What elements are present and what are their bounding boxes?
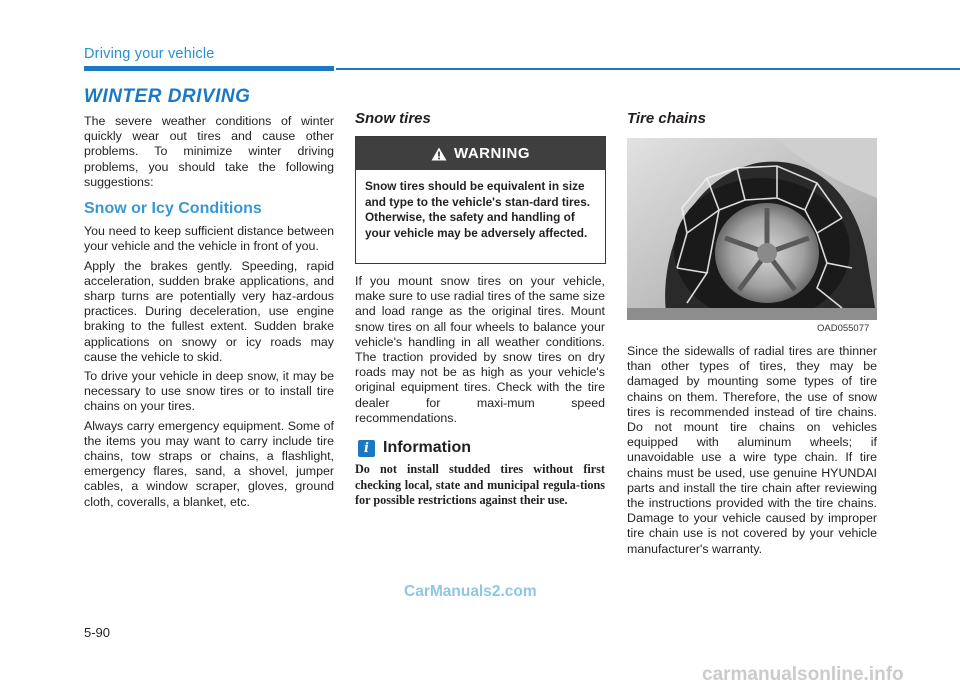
warning-text: Snow tires should be equivalent in size and type to the vehicle's stan-dard tires. Otherwise, the safety and handling of your vehicle may be adversely affected.: [365, 179, 591, 240]
snow-tires-heading: Snow tires: [355, 110, 431, 127]
paragraph: To drive your vehicle in deep snow, it may be necessary to use snow tires or to install tire chains on your tires.: [84, 369, 334, 414]
header-title: Driving your vehicle: [84, 46, 215, 62]
watermark-top: CarManuals2.com: [404, 583, 537, 600]
warning-box: [355, 136, 606, 264]
page-number: 5-90: [84, 625, 111, 640]
paragraph: You need to keep sufficient distance between your vehicle and the vehicle in front of you.: [84, 224, 334, 254]
tire-chains-paragraph: Since the sidewalls of radial tires are thinner than other types of tires, they may be damaged by mounting some types of tire chains on them. Therefore, the use of snow tires is recommended instead of tire chains. Do not mount tire chains on vehicles equipped with aluminum wheels; if unavoidable use a wire type chain. If tire chains must be used, use genuine HYUNDAI parts and install the tire chain after reviewing the instructions provided with the tire chains. Damage to your vehicle caused by improper tire chain use is not covered by your vehicle manufacturer's warranty.: [627, 344, 877, 556]
column-tire-chains: [627, 344, 877, 561]
tire-chain-photo: [627, 138, 877, 320]
warning-label: WARNING: [454, 145, 530, 162]
snow-tires-paragraph: If you mount snow tires on your vehicle, make sure to use radial tires of the same size and load range as the original tires. Mount snow tires on all four wheels to balance your vehicle's handling in all weather conditions. The traction provided by snow tires on dry roads may not be as high as your vehicle's original equipment tires. Check with the tire dealer for maxi-mum speed recommendations.: [355, 274, 605, 425]
information-icon: i: [358, 440, 375, 457]
section-title: WINTER DRIVING: [84, 86, 251, 107]
intro-paragraph: The severe weather conditions of winter quickly wear out tires and cause other problems. To minimize winter driving problems, you should take the following suggestions:: [84, 114, 334, 189]
information-title: Information: [383, 439, 471, 456]
information-text: Do not install studded tires without first checking local, state and municipal regula-tions for possible restrictions against their use.: [355, 462, 605, 508]
watermark-bottom: carmanualsonline.info: [702, 664, 904, 685]
paragraph: Always carry emergency equipment. Some of the items you may want to carry include tire chains, tow straps or chains, a flashlight, emergency flares, sand, a shovel, jumper cables, a window scraper, gloves, ground cloth, coveralls, a blanket, etc.: [84, 418, 334, 509]
tire-chains-heading: Tire chains: [627, 110, 706, 127]
subhead-snow-icy: Snow or Icy Conditions: [84, 200, 262, 218]
paragraph: Apply the brakes gently. Speeding, rapid acceleration, sudden brake applications, and sharp turns are potentially very haz-ardous practices. During deceleration, use engine braking to the fullest extent. Sudden brake applications on snowy or icy roads may cause the vehicle to skid.: [84, 258, 334, 364]
column-winter-driving: [84, 114, 334, 514]
warning-header: [356, 137, 605, 170]
header-bar-thick: [84, 66, 334, 71]
column-snow-tires: [355, 274, 605, 430]
warning-triangle-icon: [431, 147, 447, 161]
header-bar-thin: [336, 68, 960, 70]
image-code: OAD055077: [817, 323, 870, 334]
